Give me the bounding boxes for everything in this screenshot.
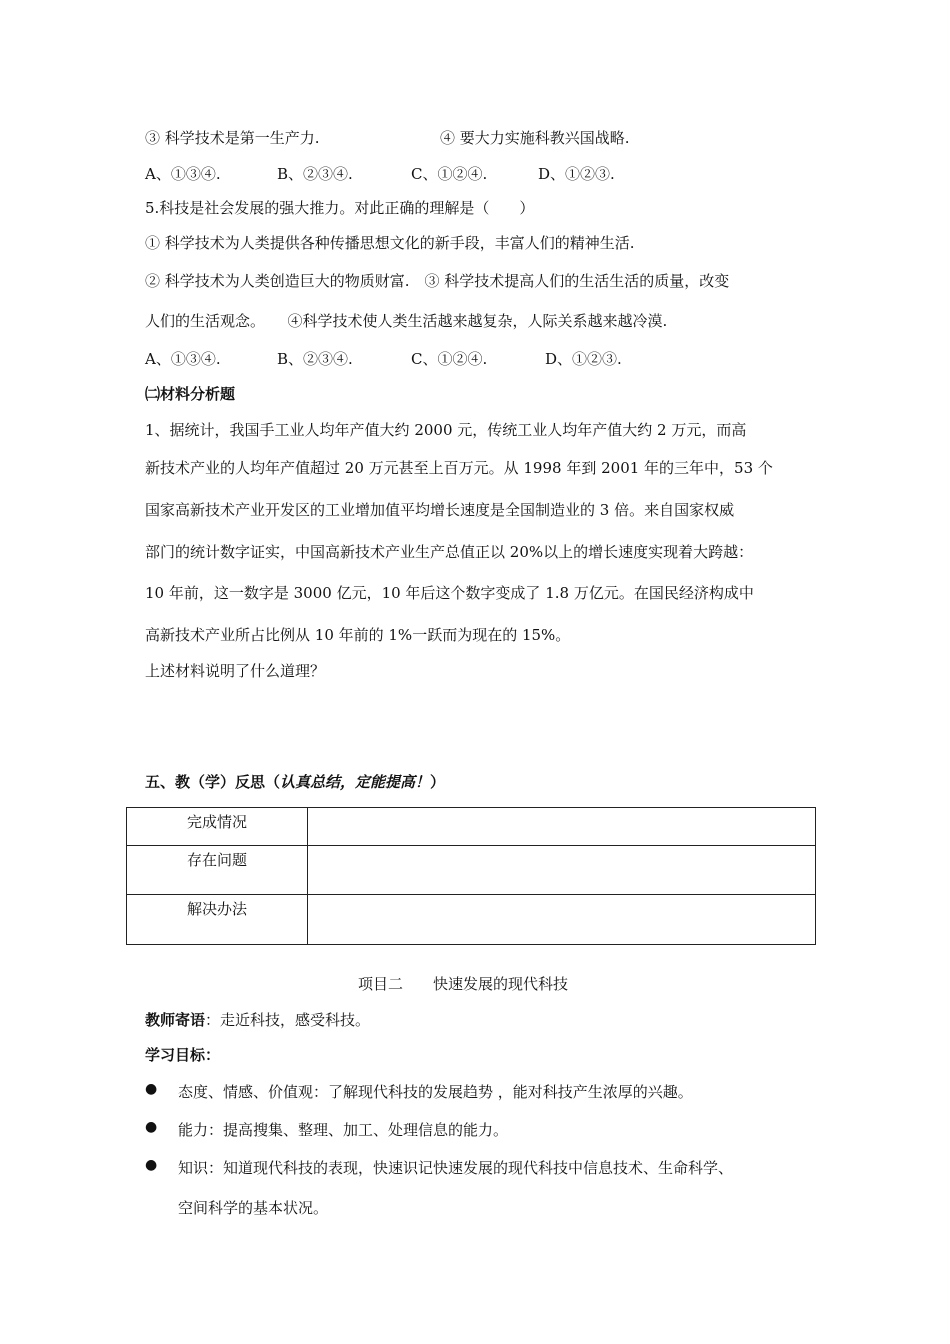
q4-item-4: ④ 要大力实施科教兴国战略. bbox=[440, 129, 630, 147]
reflection-label-problems: 存在问题 bbox=[127, 846, 308, 895]
goal-item-continuation: 空间科学的基本状况。 bbox=[178, 1199, 329, 1217]
teacher-message bbox=[145, 1010, 370, 1030]
q4-option-c: C、①②④. bbox=[411, 165, 488, 183]
bullet-icon: ● bbox=[145, 1119, 158, 1135]
reflection-table bbox=[126, 807, 816, 945]
q5-option-b: B、②③④. bbox=[277, 350, 353, 368]
q4-item-3: ③ 科学技术是第一生产力. bbox=[145, 129, 320, 147]
q4-option-b: B、②③④. bbox=[277, 165, 353, 183]
teacher-message-text: ：走近科技，感受科技。 bbox=[205, 1011, 371, 1029]
project-title: 项目二 快速发展的现代科技 bbox=[358, 975, 569, 993]
teacher-message-label: 教师寄语 bbox=[145, 1011, 206, 1029]
q5-option-a: A、①③④. bbox=[145, 350, 221, 368]
q5-line-3: 人们的生活观念。 ④科学技术使人类生活越来越复杂，人际关系越来越冷漠. bbox=[145, 312, 668, 330]
analysis-line: 高新技术产业所占比例从 10 年前的 1%一跃而为现在的 15%。 bbox=[145, 626, 571, 644]
reflection-heading-italic: 认真总结，定能提高！ bbox=[280, 773, 431, 791]
analysis-line: 部门的统计数字证实，中国高新技术产业生产总值正以 20%以上的增长速度实现着大跨越： bbox=[145, 543, 754, 561]
q4-option-a: A、①③④. bbox=[145, 165, 221, 183]
reflection-label-complete: 完成情况 bbox=[127, 808, 308, 846]
reflection-cell-solutions[interactable] bbox=[308, 895, 816, 945]
goal-item: 态度、情感、价值观：了解现代科技的发展趋势 ，能对科技产生浓厚的兴趣。 bbox=[178, 1083, 693, 1101]
goal-item: 知识：知道现代科技的表现，快速识记快速发展的现代科技中信息技术、生命科学、 bbox=[178, 1159, 734, 1177]
q5-option-c: C、①②④. bbox=[411, 350, 488, 368]
table-row bbox=[127, 895, 816, 945]
reflection-label-solutions: 解决办法 bbox=[127, 895, 308, 945]
reflection-heading: 五、教（学）反思（认真总结，定能提高！） bbox=[145, 773, 446, 791]
reflection-cell-problems[interactable] bbox=[308, 846, 816, 895]
analysis-question: 上述材料说明了什么道理？ bbox=[145, 662, 326, 680]
q5-line-1: ① 科学技术为人类提供各种传播思想文化的新手段，丰富人们的精神生活. bbox=[145, 234, 635, 252]
q5-option-d: D、①②③. bbox=[545, 350, 622, 368]
table-row bbox=[127, 846, 816, 895]
analysis-line: 10 年前，这一数字是 3000 亿元，10 年后这个数字变成了 1.8 万亿元。在国民经济构成中 bbox=[145, 584, 754, 602]
analysis-line: 1、据统计，我国手工业人均年产值大约 2000 元，传统工业人均年产值大约 2 万元，而高 bbox=[145, 421, 747, 439]
analysis-line: 新技术产业的人均年产值超过 20 万元甚至上百万元。从 1998 年到 2001 年的三年中，53 个 bbox=[145, 459, 773, 477]
reflection-cell-complete[interactable] bbox=[308, 808, 816, 846]
bullet-icon: ● bbox=[145, 1157, 158, 1173]
analysis-heading: ㈡材料分析题 bbox=[145, 385, 236, 403]
analysis-line: 国家高新技术产业开发区的工业增加值平均增长速度是全国制造业的 3 倍。来自国家权威 bbox=[145, 501, 735, 519]
q4-option-d: D、①②③. bbox=[538, 165, 615, 183]
q5-line-2: ② 科学技术为人类创造巨大的物质财富. ③ 科学技术提高人们的生活生活的质量，改变 bbox=[145, 272, 730, 290]
learning-goals-heading: 学习目标： bbox=[145, 1046, 221, 1064]
table-row bbox=[127, 808, 816, 846]
bullet-icon: ● bbox=[145, 1081, 158, 1097]
q5-stem: 5.科技是社会发展的强大推力。对此正确的理解是（ ） bbox=[145, 199, 535, 217]
goal-item: 能力：提高搜集、整理、加工、处理信息的能力。 bbox=[178, 1121, 509, 1139]
